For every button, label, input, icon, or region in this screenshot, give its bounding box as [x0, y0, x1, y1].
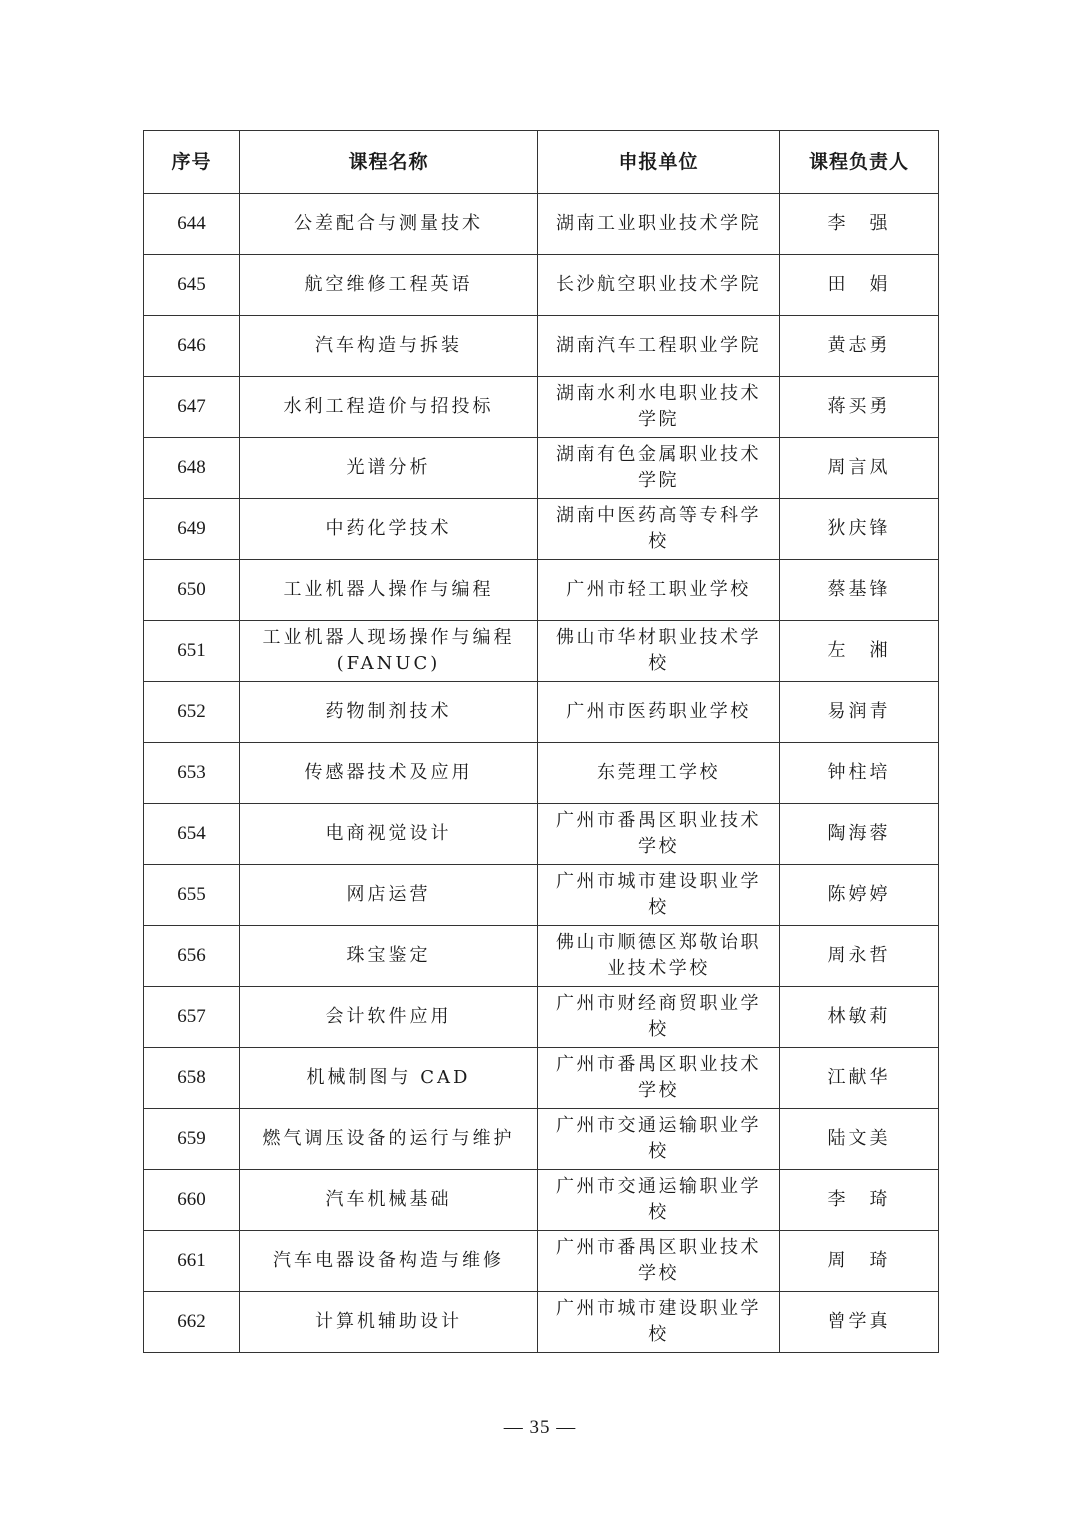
- table-row: [144, 1170, 939, 1231]
- header-no: 序号: [144, 131, 240, 194]
- cell-unit: 广州市番禺区职业技术学校: [538, 1231, 780, 1292]
- cell-person: 左 湘: [780, 621, 939, 682]
- cell-person: 曾学真: [780, 1292, 939, 1353]
- table-row: [144, 560, 939, 621]
- cell-unit: 湖南中医药高等专科学校: [538, 499, 780, 560]
- cell-person: 易润青: [780, 682, 939, 743]
- table-body: [144, 194, 939, 1353]
- cell-course-name: 汽车机械基础: [240, 1170, 538, 1231]
- cell-unit: 湖南汽车工程职业学院: [538, 316, 780, 377]
- table-row: [144, 621, 939, 682]
- cell-no: 651: [144, 621, 240, 682]
- table-header-row: [144, 131, 939, 194]
- cell-no: 653: [144, 743, 240, 804]
- cell-person: 钟柱培: [780, 743, 939, 804]
- cell-no: 647: [144, 377, 240, 438]
- cell-course-name: 传感器技术及应用: [240, 743, 538, 804]
- cell-no: 652: [144, 682, 240, 743]
- cell-no: 644: [144, 194, 240, 255]
- cell-course-name: 水利工程造价与招投标: [240, 377, 538, 438]
- cell-no: 649: [144, 499, 240, 560]
- cell-no: 659: [144, 1109, 240, 1170]
- cell-no: 661: [144, 1231, 240, 1292]
- cell-course-name: 汽车构造与拆装: [240, 316, 538, 377]
- cell-course-name: 网店运营: [240, 865, 538, 926]
- cell-unit: 广州市交通运输职业学校: [538, 1170, 780, 1231]
- cell-person: 狄庆锋: [780, 499, 939, 560]
- cell-no: 662: [144, 1292, 240, 1353]
- cell-person: 林敏莉: [780, 987, 939, 1048]
- cell-course-name: 计算机辅助设计: [240, 1292, 538, 1353]
- table-row: [144, 743, 939, 804]
- cell-course-name: 工业机器人现场操作与编程(FANUC): [240, 621, 538, 682]
- cell-no: 646: [144, 316, 240, 377]
- cell-person: 陈婷婷: [780, 865, 939, 926]
- cell-person: 黄志勇: [780, 316, 939, 377]
- cell-unit: 湖南有色金属职业技术学院: [538, 438, 780, 499]
- table-row: [144, 194, 939, 255]
- table-row: [144, 1292, 939, 1353]
- cell-course-name: 光谱分析: [240, 438, 538, 499]
- cell-course-name: 电商视觉设计: [240, 804, 538, 865]
- page-number: — 35 —: [503, 1417, 577, 1438]
- cell-person: 李 琦: [780, 1170, 939, 1231]
- cell-unit: 广州市城市建设职业学校: [538, 1292, 780, 1353]
- table-row: [144, 1048, 939, 1109]
- table-row: [144, 926, 939, 987]
- cell-unit: 广州市城市建设职业学校: [538, 865, 780, 926]
- cell-unit: 广州市番禺区职业技术学校: [538, 804, 780, 865]
- header-unit: 申报单位: [538, 131, 780, 194]
- cell-no: 650: [144, 560, 240, 621]
- table-row: [144, 1109, 939, 1170]
- cell-person: 蔡基锋: [780, 560, 939, 621]
- cell-person: 田 娟: [780, 255, 939, 316]
- cell-unit: 广州市轻工职业学校: [538, 560, 780, 621]
- cell-course-name: 汽车电器设备构造与维修: [240, 1231, 538, 1292]
- cell-course-name: 机械制图与 CAD: [240, 1048, 538, 1109]
- table-row: [144, 499, 939, 560]
- cell-unit: 广州市交通运输职业学校: [538, 1109, 780, 1170]
- table-row: [144, 438, 939, 499]
- cell-unit: 佛山市华材职业技术学校: [538, 621, 780, 682]
- cell-no: 656: [144, 926, 240, 987]
- course-table: [143, 130, 939, 1353]
- table-row: [144, 682, 939, 743]
- cell-course-name: 燃气调压设备的运行与维护: [240, 1109, 538, 1170]
- table-row: [144, 804, 939, 865]
- cell-no: 648: [144, 438, 240, 499]
- table-row: [144, 987, 939, 1048]
- cell-person: 蒋买勇: [780, 377, 939, 438]
- cell-unit: 佛山市顺德区郑敬诒职业技术学校: [538, 926, 780, 987]
- cell-course-name: 航空维修工程英语: [240, 255, 538, 316]
- cell-unit: 广州市财经商贸职业学校: [538, 987, 780, 1048]
- cell-unit: 长沙航空职业技术学院: [538, 255, 780, 316]
- cell-no: 657: [144, 987, 240, 1048]
- cell-unit: 广州市番禺区职业技术学校: [538, 1048, 780, 1109]
- cell-person: 陆文美: [780, 1109, 939, 1170]
- cell-person: 江献华: [780, 1048, 939, 1109]
- cell-unit: 东莞理工学校: [538, 743, 780, 804]
- cell-course-name: 公差配合与测量技术: [240, 194, 538, 255]
- table-row: [144, 255, 939, 316]
- cell-no: 654: [144, 804, 240, 865]
- table-row: [144, 377, 939, 438]
- table-row: [144, 865, 939, 926]
- cell-course-name: 会计软件应用: [240, 987, 538, 1048]
- cell-unit: 广州市医药职业学校: [538, 682, 780, 743]
- cell-no: 655: [144, 865, 240, 926]
- cell-course-name: 中药化学技术: [240, 499, 538, 560]
- cell-course-name: 工业机器人操作与编程: [240, 560, 538, 621]
- table-row: [144, 1231, 939, 1292]
- cell-person: 陶海蓉: [780, 804, 939, 865]
- cell-course-name: 珠宝鉴定: [240, 926, 538, 987]
- cell-person: 周言凤: [780, 438, 939, 499]
- table-row: [144, 316, 939, 377]
- cell-course-name: 药物制剂技术: [240, 682, 538, 743]
- cell-no: 645: [144, 255, 240, 316]
- cell-unit: 湖南水利水电职业技术学院: [538, 377, 780, 438]
- cell-person: 周永哲: [780, 926, 939, 987]
- cell-no: 658: [144, 1048, 240, 1109]
- header-course-name: 课程名称: [240, 131, 538, 194]
- cell-person: 李 强: [780, 194, 939, 255]
- cell-no: 660: [144, 1170, 240, 1231]
- cell-unit: 湖南工业职业技术学院: [538, 194, 780, 255]
- cell-person: 周 琦: [780, 1231, 939, 1292]
- header-person: 课程负责人: [780, 131, 939, 194]
